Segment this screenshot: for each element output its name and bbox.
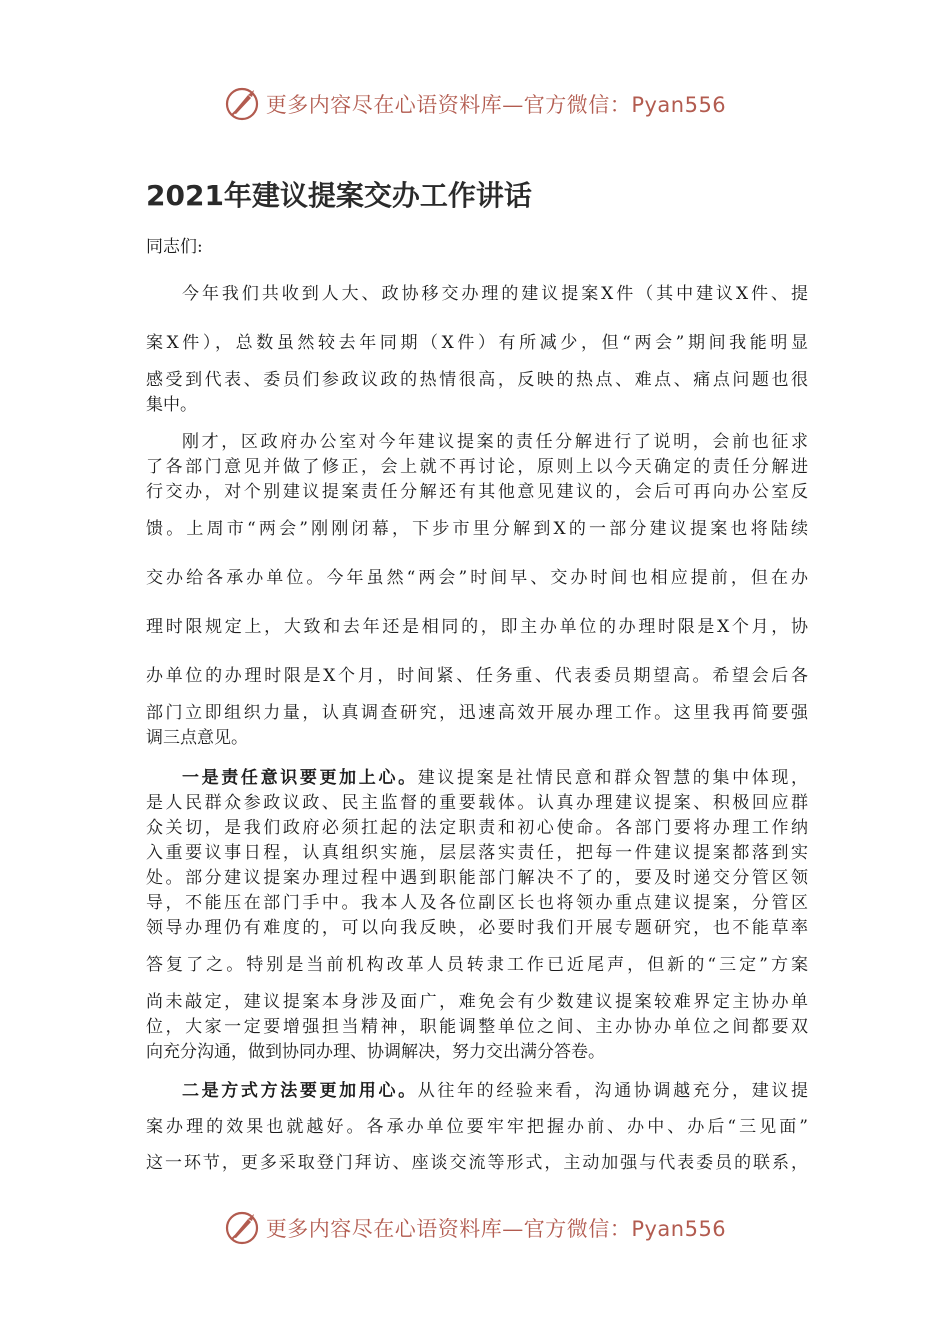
paragraph-1	[146, 281, 808, 418]
text-line: 办单位的办理时限是X个月，时间紧、任务重、代表委员期望高。希望会后各	[146, 666, 808, 686]
quill-logo-icon	[224, 1210, 260, 1246]
text-line: 导，不能压在部门手中。我本人及各位副区长也将领办重点建议提案，分管区	[146, 893, 808, 913]
text-line: 刚才，区政府办公室对今年建议提案的责任分解进行了说明，会前也征求	[182, 432, 808, 452]
paragraph-4	[146, 1078, 808, 1176]
text-line: 入重要议事日程，认真组织实施，层层落实责任，把每一件建议提案都落到实	[146, 843, 808, 863]
text-line: 二是方式方法要更加用心。从往年的经验来看，沟通协调越充分，建议提	[182, 1081, 809, 1101]
text-line: 案办理的效果也就越好。各承办单位要牢牢把握办前、办中、办后“三见面”	[146, 1117, 808, 1137]
quill-logo-icon	[224, 86, 260, 122]
text-line: 行交办，对个别建议提案责任分解还有其他意见建议的，会后可再向办公室反	[146, 482, 808, 502]
wechat-handle: Pyan556	[631, 93, 727, 117]
text-line: 这一环节，更多采取登门拜访、座谈交流等形式，主动加强与代表委员的联系，	[146, 1153, 808, 1173]
text-line: 处。部分建议提案办理过程中遇到职能部门解决不了的，要及时递交分管区领	[146, 868, 808, 888]
text-line: 向充分沟通，做到协同办理、协调解决，努力交出满分答卷。	[146, 1042, 605, 1062]
salutation: 同志们:	[146, 237, 203, 257]
text-line: 尚未敲定，建议提案本身涉及面广，难免会有少数建议提案较难界定主协办单	[146, 992, 808, 1012]
text-line: 理时限规定上，大致和去年还是相同的，即主办单位的办理时限是X个月，协	[146, 617, 808, 637]
text-line: 答复了之。特别是当前机构改革人员转隶工作已近尾声，但新的“三定”方案	[146, 955, 808, 975]
header-banner	[0, 84, 950, 124]
text-line: 位，大家一定要增强担当精神，职能调整单位之间、主办协办单位之间都要双	[146, 1017, 808, 1037]
wechat-handle: Pyan556	[631, 1217, 727, 1241]
text-line: 集中。	[146, 395, 197, 415]
banner-text: 更多内容尽在心语资料库—官方微信：Pyan556	[265, 1217, 727, 1241]
footer-banner	[0, 1208, 950, 1248]
text-line: 今年我们共收到人大、政协移交办理的建议提案X件（其中建议X件、提	[182, 284, 808, 304]
text-line: 案X件），总数虽然较去年同期（X件）有所减少，但“两会”期间我能明显	[146, 333, 808, 353]
text-line: 感受到代表、委员们参政议政的热情很高，反映的热点、难点、痛点问题也很	[146, 370, 808, 390]
text-line: 一是责任意识要更加上心。建议提案是社情民意和群众智慧的集中体现，	[182, 768, 809, 788]
text-line: 部门立即组织力量，认真调查研究，迅速高效开展办理工作。这里我再简要强	[146, 703, 808, 723]
text-line: 交办给各承办单位。今年虽然“两会”时间早、交办时间也相应提前，但在办	[146, 568, 808, 588]
text-line: 众关切，是我们政府必须扛起的法定职责和初心使命。各部门要将办理工作纳	[146, 818, 808, 838]
paragraph-2	[146, 430, 808, 751]
banner-text: 更多内容尽在心语资料库—官方微信：Pyan556	[265, 93, 727, 117]
text-line: 是人民群众参政议政、民主监督的重要载体。认真办理建议提案、积极回应群	[146, 793, 808, 813]
section-lead-responsibility: 一是责任意识要更加上心。	[182, 768, 418, 788]
page-title: 2021年建议提案交办工作讲话	[146, 179, 532, 212]
text-line: 了各部门意见并做了修正，会上就不再讨论，原则上以今天确定的责任分解进	[146, 457, 808, 477]
section-lead-methods: 二是方式方法要更加用心。	[182, 1081, 418, 1101]
paragraph-3	[146, 766, 808, 1065]
text-line: 领导办理仍有难度的，可以向我反映，必要时我们开展专题研究，也不能草率	[146, 918, 808, 938]
text-line: 调三点意见。	[146, 728, 248, 748]
text-line: 馈。上周市“两会”刚刚闭幕，下步市里分解到X的一部分建议提案也将陆续	[146, 519, 808, 539]
